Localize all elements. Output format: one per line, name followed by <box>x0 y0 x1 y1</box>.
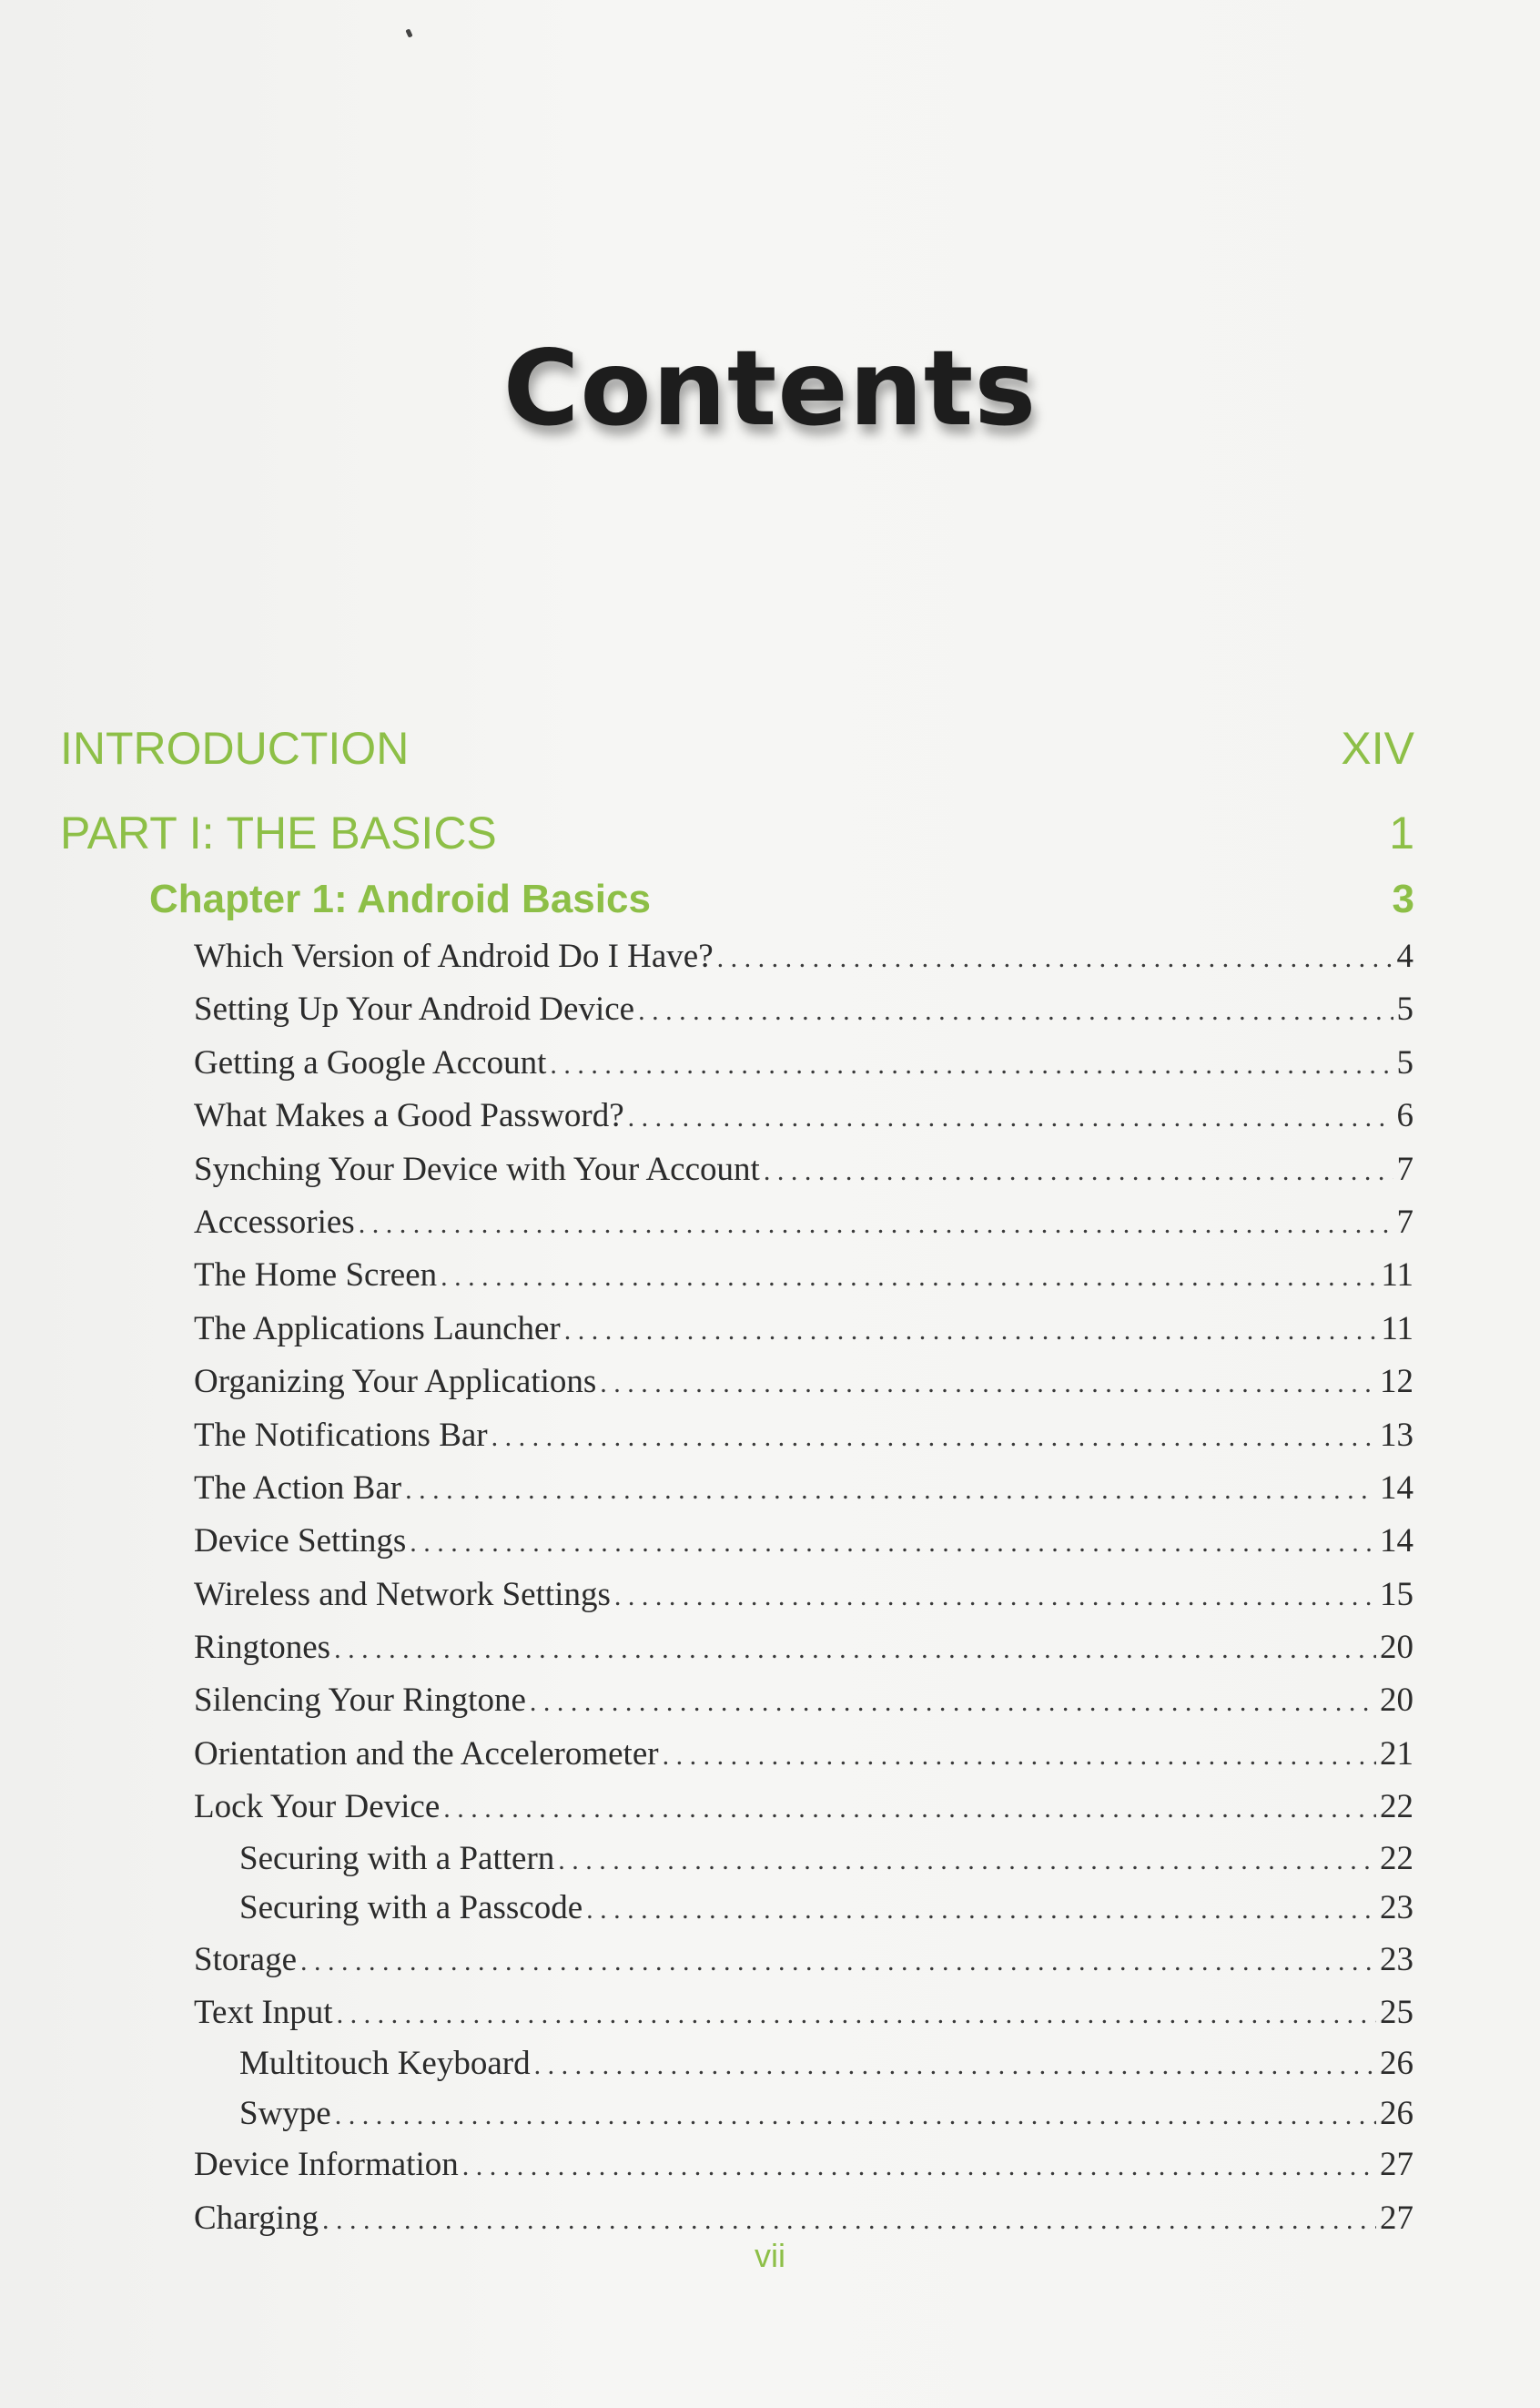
chapter-page: 3 <box>1392 877 1414 921</box>
dot-leader <box>405 1464 1376 1517</box>
part-page: XIV <box>1341 723 1414 774</box>
part-label: INTRODUCTION <box>60 723 410 774</box>
toc-subentry[interactable] <box>239 2039 1413 2089</box>
entry-page: 6 <box>1396 1097 1413 1135</box>
toc-chapter-1[interactable] <box>149 879 1414 920</box>
entry-label: Orientation and the Accelerometer <box>194 1734 659 1773</box>
entry-page: 23 <box>1380 1940 1413 1978</box>
entry-label: Ringtones <box>194 1629 331 1667</box>
dot-leader <box>534 2041 1376 2090</box>
entry-label: Setting Up Your Android Device <box>194 991 635 1029</box>
chapter-label: Chapter 1: Android Basics <box>149 877 651 921</box>
toc-entry[interactable] <box>194 2139 1413 2191</box>
entry-page: 14 <box>1380 1468 1413 1507</box>
dot-leader <box>600 1357 1376 1410</box>
toc-entry[interactable] <box>194 1196 1413 1249</box>
entry-page: 15 <box>1380 1575 1413 1613</box>
toc-part-introduction[interactable] <box>60 723 1414 774</box>
entry-page: 7 <box>1396 1203 1413 1241</box>
dot-leader <box>586 1885 1376 1935</box>
entry-page: 23 <box>1380 1889 1413 1927</box>
dot-leader <box>717 932 1393 985</box>
toc-entry[interactable] <box>194 1037 1413 1090</box>
entry-page: 4 <box>1396 938 1413 975</box>
toc-entry[interactable] <box>194 1303 1413 1356</box>
entry-page: 14 <box>1380 1522 1413 1560</box>
toc-entry[interactable] <box>194 983 1413 1036</box>
entry-label: Silencing Your Ringtone <box>194 1682 526 1720</box>
entry-page: 11 <box>1381 1256 1413 1295</box>
toc-subentry[interactable] <box>239 1884 1413 1934</box>
toc-entry[interactable] <box>194 1090 1413 1143</box>
dot-leader <box>638 985 1393 1038</box>
entry-label: Organizing Your Applications <box>194 1363 597 1401</box>
dot-leader <box>764 1145 1393 1198</box>
entry-label: Synching Your Device with Your Account <box>194 1150 760 1188</box>
entry-label: Multitouch Keyboard <box>239 2045 531 2083</box>
entry-label: Text Input <box>194 1994 333 2032</box>
page-title: Contents <box>502 328 1038 449</box>
toc-entry[interactable] <box>194 1781 1413 1834</box>
entry-label: Securing with a Passcode <box>239 1889 583 1927</box>
dot-leader <box>614 1570 1376 1623</box>
entry-label: Which Version of Android Do I Have? <box>194 938 714 975</box>
dot-leader <box>335 2091 1376 2140</box>
entry-label: Securing with a Pattern <box>239 1839 555 1877</box>
toc-entry[interactable] <box>194 930 1413 983</box>
entry-label: The Applications Launcher <box>194 1309 561 1347</box>
entry-label: Accessories <box>194 1203 355 1241</box>
entry-label: Lock Your Device <box>194 1788 441 1826</box>
entry-page: 27 <box>1380 2146 1413 2184</box>
entry-label: The Notifications Bar <box>194 1416 488 1454</box>
toc-entry[interactable] <box>194 1356 1413 1408</box>
dot-leader <box>334 1623 1376 1676</box>
entry-page: 27 <box>1380 2199 1413 2237</box>
toc-entry[interactable] <box>194 1986 1413 2039</box>
entry-label: What Makes a Good Password? <box>194 1097 624 1135</box>
toc-entry[interactable] <box>194 1249 1413 1302</box>
entry-page: 12 <box>1380 1363 1413 1401</box>
toc-entry[interactable] <box>194 1674 1413 1727</box>
entry-page: 26 <box>1380 2045 1413 2083</box>
entry-page: 13 <box>1380 1416 1413 1454</box>
entry-page: 20 <box>1380 1629 1413 1667</box>
toc-entry[interactable] <box>194 1409 1413 1462</box>
entry-label: Charging <box>194 2199 319 2237</box>
dot-leader <box>441 1251 1377 1304</box>
entry-page: 26 <box>1380 2094 1413 2132</box>
toc-subentry[interactable] <box>239 1834 1413 1885</box>
print-speck <box>405 28 412 37</box>
entry-page: 22 <box>1380 1788 1413 1826</box>
entry-label: Device Information <box>194 2146 459 2184</box>
entry-page: 22 <box>1380 1839 1413 1877</box>
entry-page: 5 <box>1396 991 1413 1029</box>
dot-leader <box>359 1198 1393 1251</box>
toc-entry[interactable] <box>194 1569 1413 1621</box>
dot-leader <box>410 1517 1376 1570</box>
toc-entry[interactable] <box>194 1621 1413 1674</box>
dot-leader <box>663 1730 1376 1783</box>
dot-leader <box>530 1676 1376 1729</box>
page-number-folio: vii <box>755 2237 785 2274</box>
entry-label: Getting a Google Account <box>194 1043 547 1082</box>
dot-leader <box>564 1305 1378 1357</box>
dot-leader <box>550 1039 1393 1092</box>
entry-label: Storage <box>194 1940 298 1978</box>
entry-page: 21 <box>1380 1734 1413 1773</box>
entry-page: 7 <box>1396 1150 1413 1188</box>
toc-subentry[interactable] <box>239 2089 1413 2139</box>
entry-label: The Action Bar <box>194 1468 402 1507</box>
dot-leader <box>491 1411 1376 1464</box>
dot-leader <box>443 1783 1376 1835</box>
toc-entry[interactable] <box>194 1143 1413 1196</box>
dot-leader <box>300 1936 1376 1988</box>
entry-label: Wireless and Network Settings <box>194 1575 611 1613</box>
dot-leader <box>462 2140 1376 2193</box>
part-page: 1 <box>1389 808 1414 859</box>
part-label: PART I: THE BASICS <box>60 808 497 859</box>
toc-entry[interactable] <box>194 1462 1413 1515</box>
toc-entry[interactable] <box>194 1934 1413 1986</box>
dot-leader <box>337 1988 1376 2041</box>
entry-label: The Home Screen <box>194 1256 438 1295</box>
toc-entry-list <box>0 930 1540 2245</box>
entry-page: 5 <box>1396 1043 1413 1082</box>
entry-label: Swype <box>239 2094 331 2132</box>
dot-leader <box>628 1092 1393 1144</box>
entry-page: 25 <box>1380 1994 1413 2032</box>
entry-label: Device Settings <box>194 1522 407 1560</box>
toc-entry[interactable] <box>194 1515 1413 1568</box>
entry-page: 11 <box>1381 1309 1413 1347</box>
dot-leader <box>558 1836 1376 1885</box>
entry-page: 20 <box>1380 1682 1413 1720</box>
toc-part-the-basics[interactable] <box>60 808 1414 859</box>
toc-entry[interactable] <box>194 1728 1413 1781</box>
